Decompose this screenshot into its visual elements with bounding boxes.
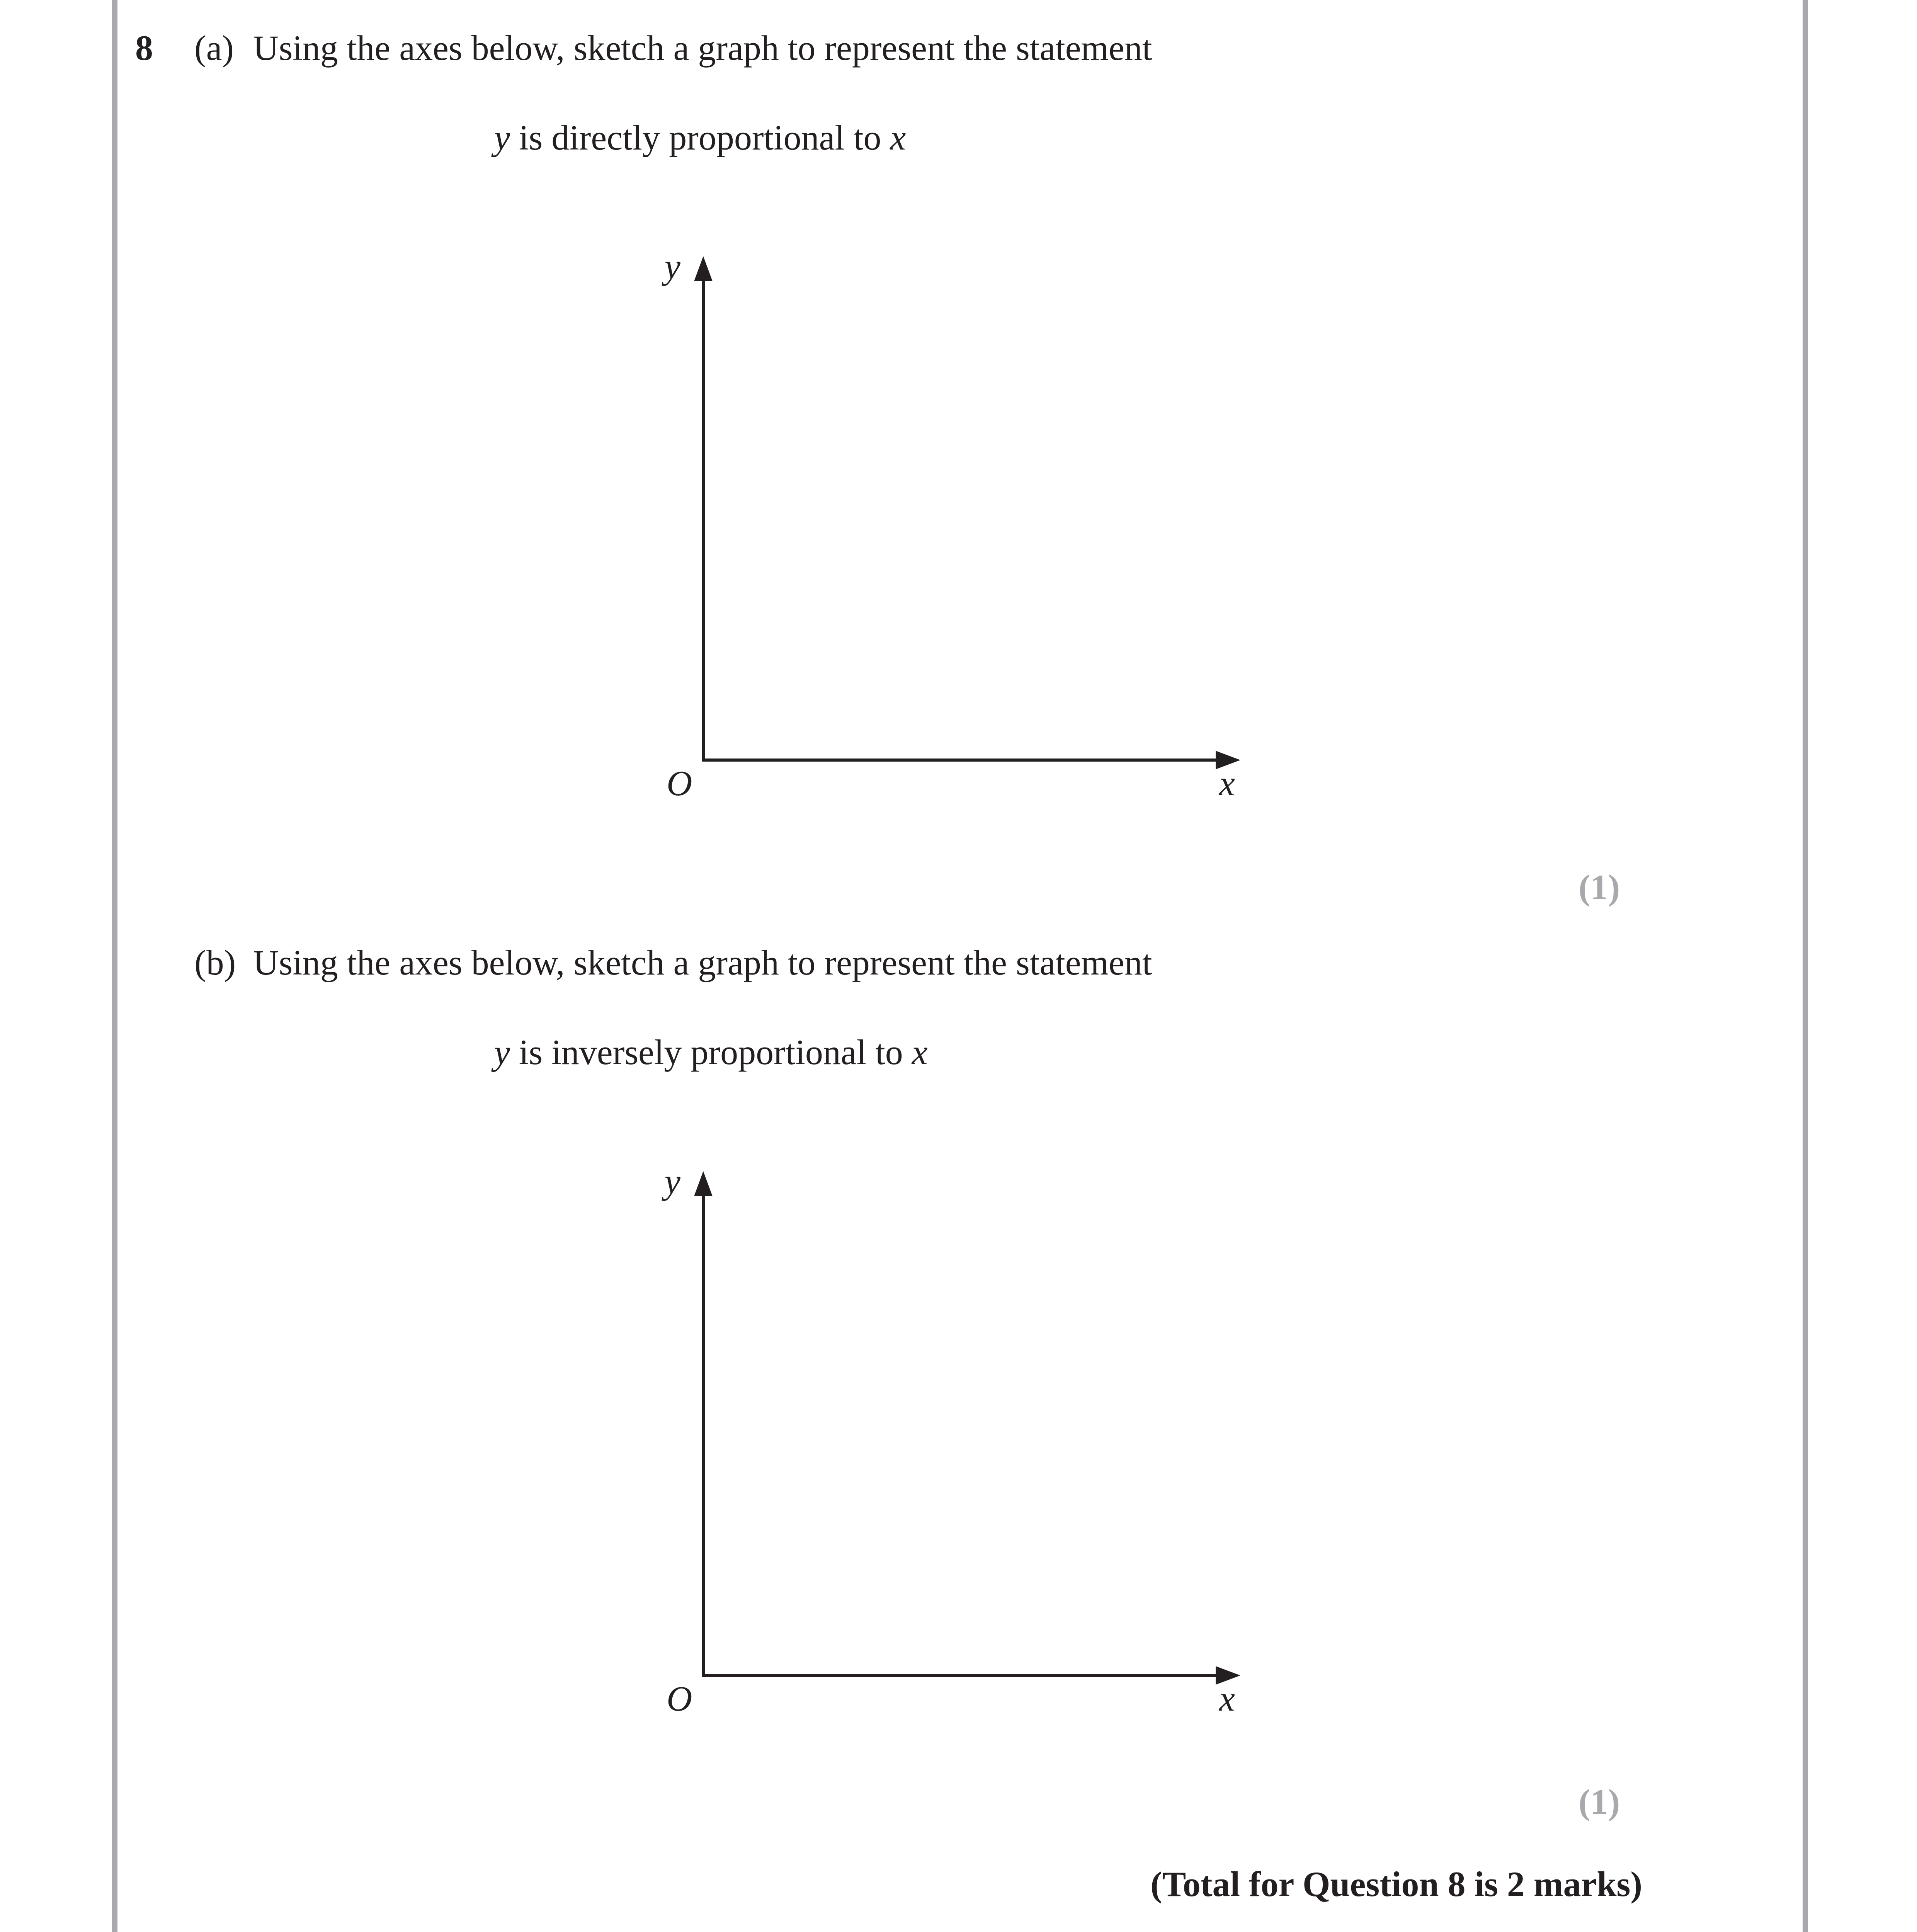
part-b-x-label: x (1219, 1679, 1235, 1718)
part-b-statement-y: y (494, 1032, 510, 1072)
part-b-label: (b) (194, 943, 236, 982)
question-number: 8 (135, 28, 153, 68)
question-total: (Total for Question 8 is 2 marks) (1150, 1864, 1642, 1904)
part-a-statement-text: is directly proportional to (510, 118, 890, 157)
part-a-statement-y: y (494, 118, 510, 157)
part-b-marks: (1) (1579, 1782, 1620, 1821)
part-b-origin-label: O (667, 1679, 692, 1718)
part-a-marks: (1) (1579, 867, 1620, 907)
part-a-x-label: x (1219, 764, 1235, 803)
part-b-statement-x: x (912, 1032, 928, 1072)
part-b-y-label: y (665, 1162, 680, 1201)
part-a-label: (a) (194, 28, 234, 68)
part-b-statement-text: is inversely proportional to (510, 1032, 912, 1072)
part-b-y-arrowhead (694, 1171, 713, 1196)
part-a-origin-label: O (667, 764, 692, 803)
part-a-y-label: y (665, 247, 680, 286)
part-b-instruction: Using the axes below, sketch a graph to represent the statement (253, 943, 1152, 982)
part-a-instruction: Using the axes below, sketch a graph to represent the statement (253, 28, 1152, 68)
part-a-statement-x: x (890, 118, 906, 157)
